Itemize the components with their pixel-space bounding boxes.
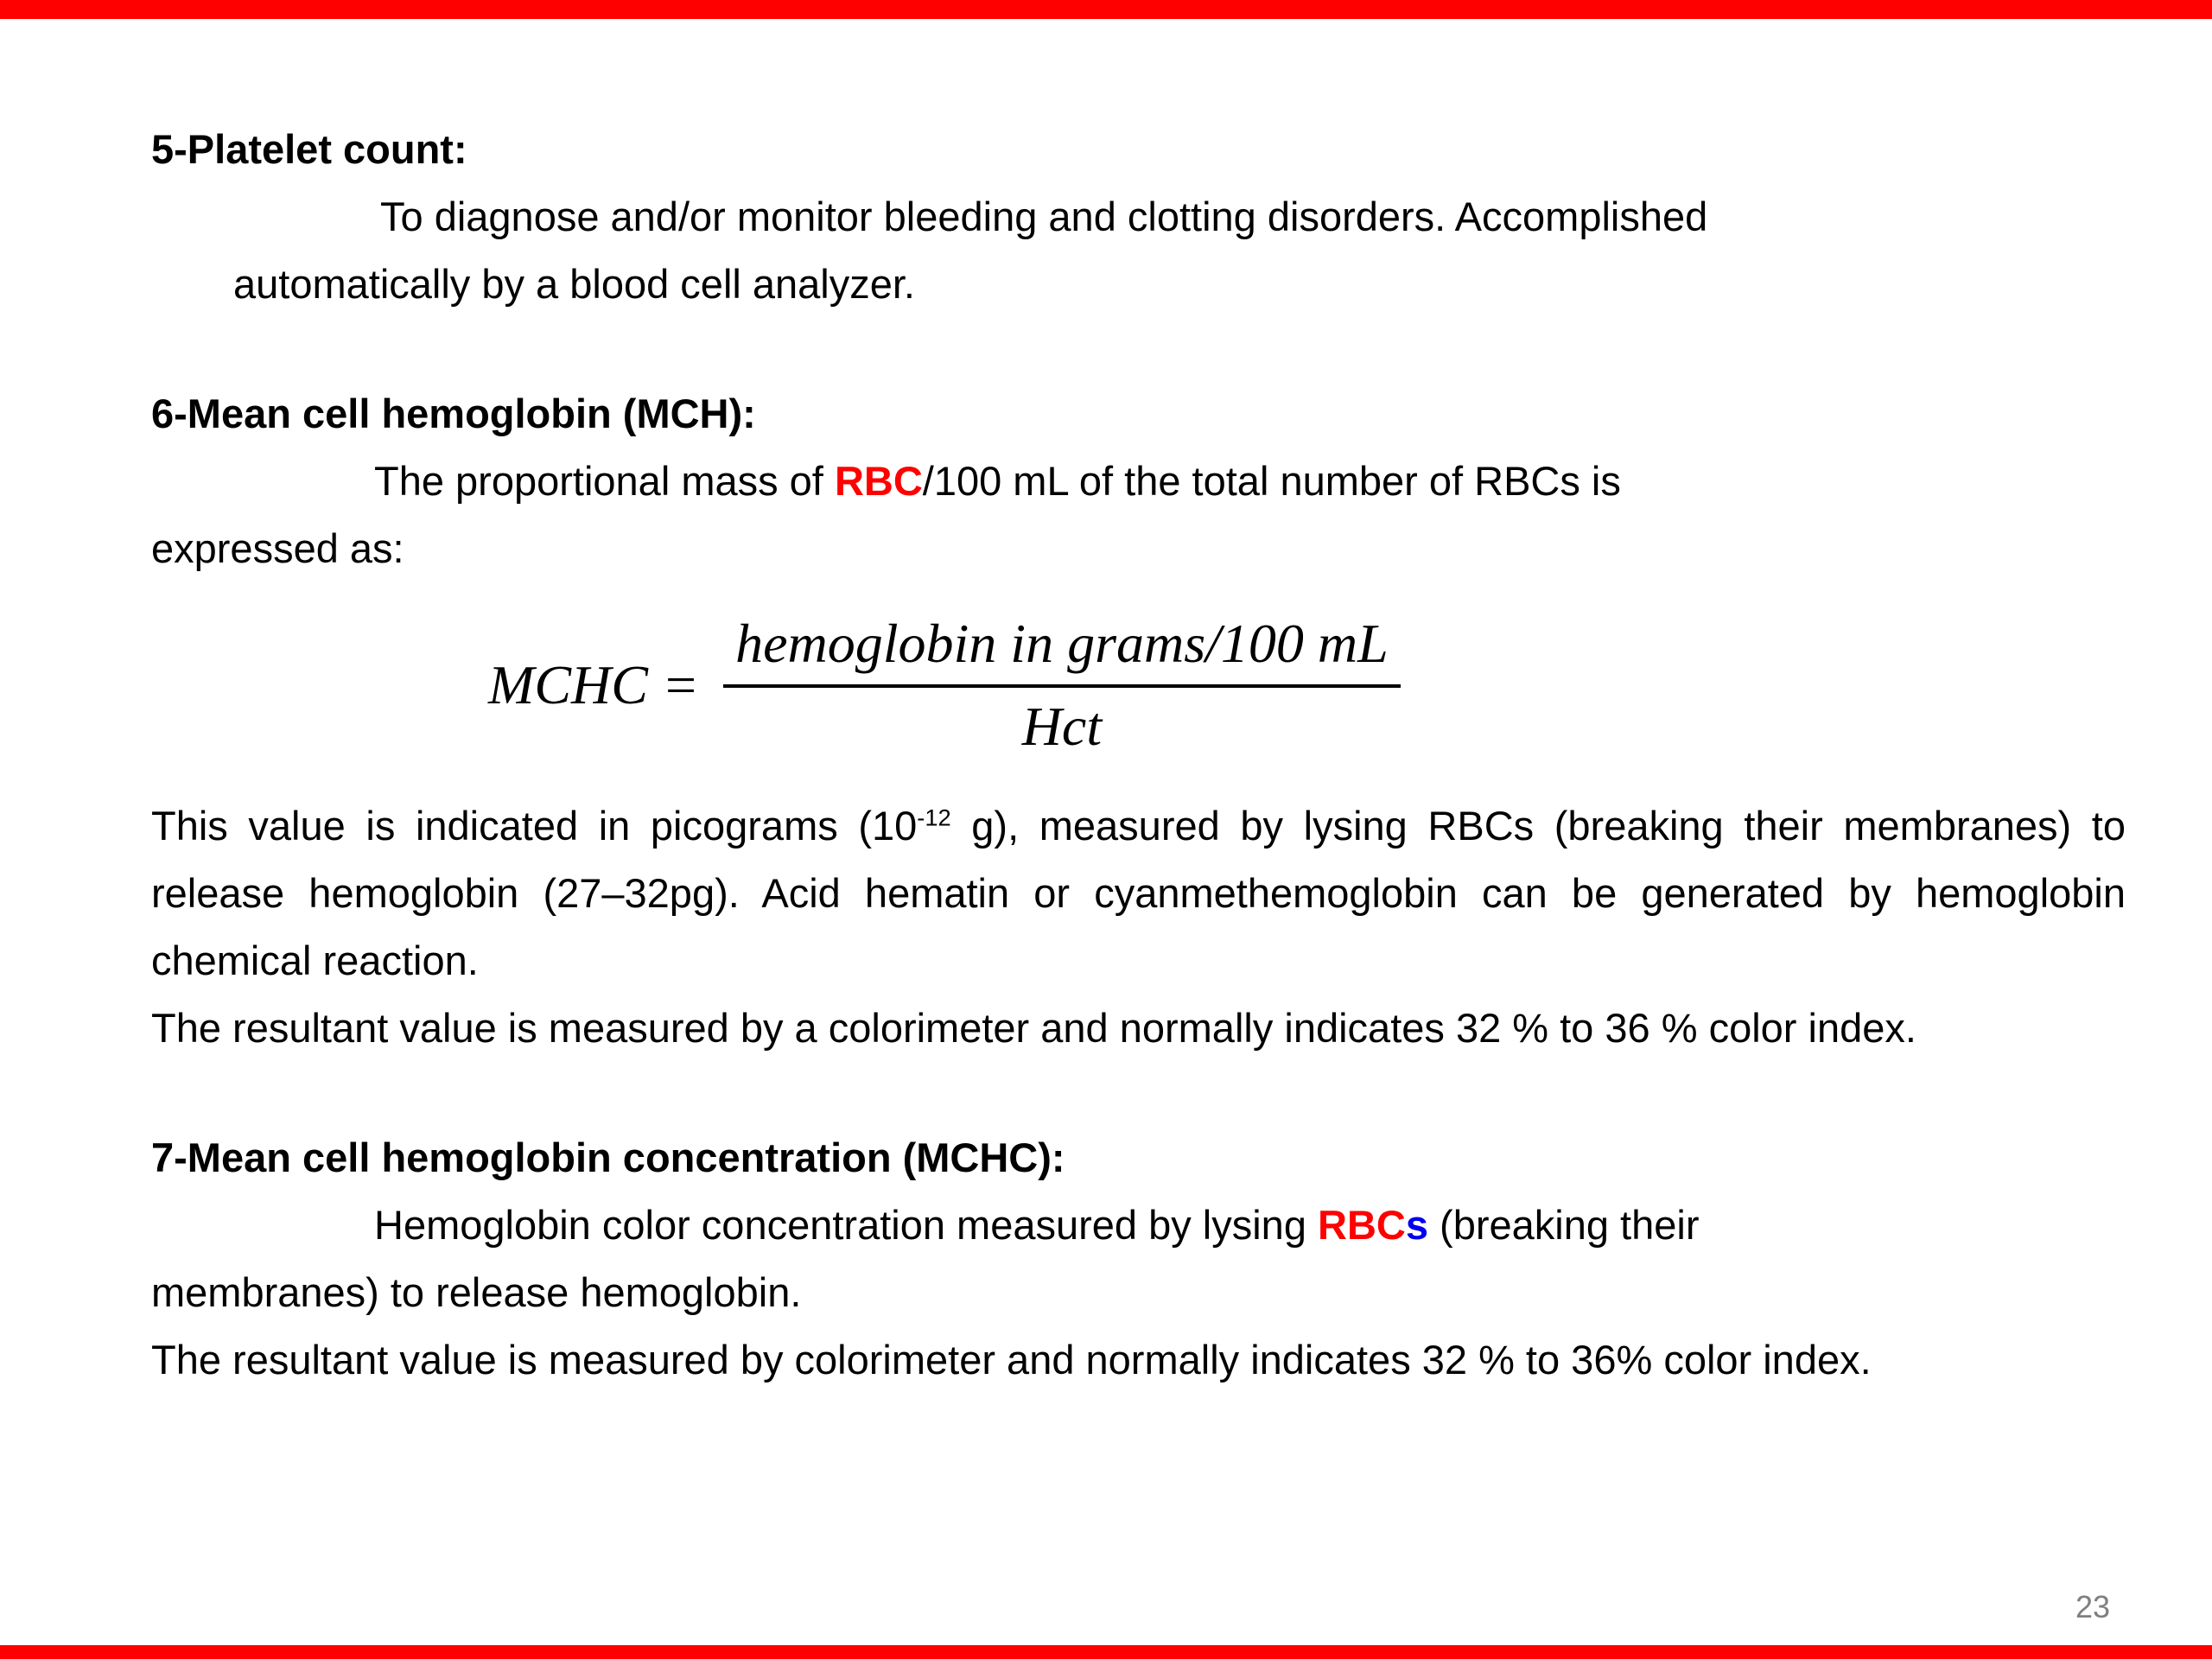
top-accent-bar bbox=[0, 0, 2212, 19]
rbc-highlight: RBC bbox=[834, 458, 923, 504]
spacer bbox=[151, 1062, 2126, 1124]
section-6-heading: 6-Mean cell hemoglobin (MCH): bbox=[151, 391, 756, 436]
section-5-line2: automatically by a blood cell analyzer. bbox=[233, 261, 915, 307]
page-number: 23 bbox=[2075, 1589, 2110, 1624]
section-7-paragraph bbox=[151, 1192, 2126, 1326]
rbc-highlight: RBC bbox=[1318, 1202, 1406, 1249]
formula-denominator: Hct bbox=[1021, 695, 1103, 757]
slide-content bbox=[0, 19, 2212, 1645]
section-7-body2: The resultant value is measured by colorimeter and normally indicates 32 % to 36% color index. bbox=[151, 1337, 1872, 1383]
section-7-line2: membranes) to release hemoglobin. bbox=[151, 1269, 802, 1316]
section-5-paragraph bbox=[151, 183, 2126, 318]
section-6-body bbox=[151, 792, 2126, 995]
mchc-formula bbox=[488, 612, 2126, 758]
rbc-s-highlight: s bbox=[1405, 1202, 1428, 1249]
section-5-heading: 5-Platelet count: bbox=[151, 126, 467, 172]
section-5-line1: To diagnose and/or monitor bleeding and clotting disorders. Accomplished bbox=[380, 194, 1708, 239]
formula-lhs: MCHC = bbox=[488, 653, 700, 715]
exponent: -12 bbox=[917, 804, 951, 831]
section-6-intro-pre: The proportional mass of bbox=[374, 458, 835, 504]
section-6-body-pre: This value is indicated in picograms (10 bbox=[151, 803, 918, 849]
section-7-line1-pre: Hemoglobin color concentration measured by lysing bbox=[374, 1202, 1319, 1249]
section-6-body-post: g), measured by lysing RBCs (breaking their membranes) to release hemoglobin (27–32pg). Acid hematin or cyanmethemoglobin can be generated by hemoglobin chemical reaction. bbox=[151, 803, 2126, 984]
section-6-intro-post: /100 mL of the total number of RBCs is bbox=[922, 458, 1621, 504]
section-7-heading: 7-Mean cell hemoglobin concentration (MCHC): bbox=[151, 1135, 1065, 1181]
bottom-accent-bar bbox=[0, 1645, 2212, 1659]
spacer bbox=[151, 318, 2126, 380]
section-6-body2: The resultant value is measured by a colorimeter and normally indicates 32 % to 36 % color index. bbox=[151, 1005, 1916, 1052]
section-6-intro bbox=[151, 448, 2126, 582]
formula-numerator: hemoglobin in grams/100 mL bbox=[723, 612, 1401, 688]
section-6-intro-cont: expressed as: bbox=[151, 525, 404, 571]
formula-fraction bbox=[723, 612, 1401, 758]
section-7-line1-post: (breaking their bbox=[1427, 1202, 1700, 1249]
